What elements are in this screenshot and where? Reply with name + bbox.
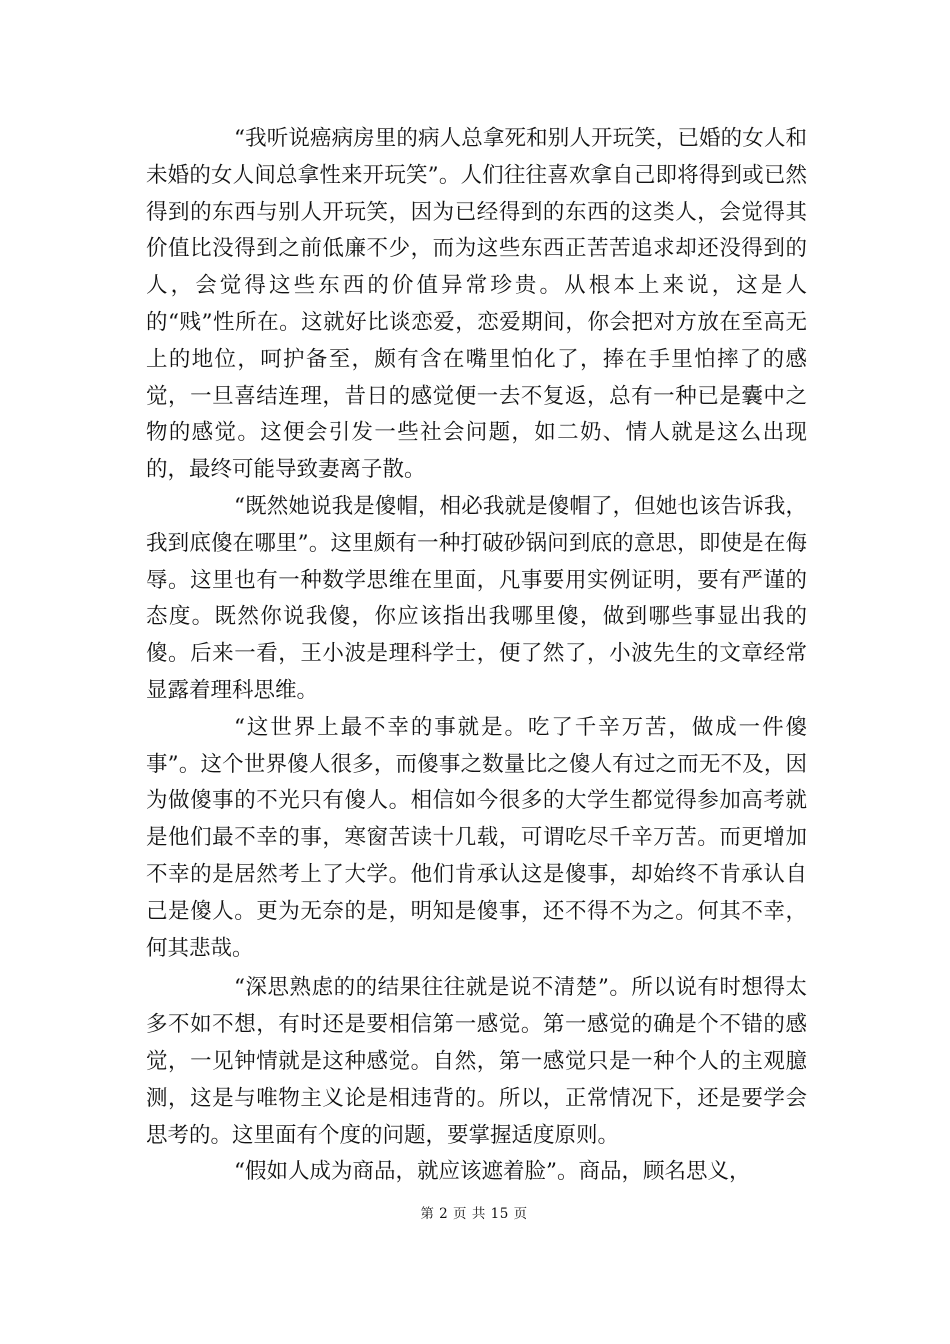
paragraph-2: “既然她说我是傻帽，相必我就是傻帽了，但她也该告诉我，我到底傻在哪里”。这里颇有一种打破砂锅问到底的意思，即使是在侮辱。这里也有一种数学思维在里面，凡事要用实例证明，要有严谨的态度。既然你说我傻，你应该指出我哪里傻，做到哪些事显出我的傻。后来一看，王小波是理科学士，便了然了，小波先生的文章经常显露着理科思维。 [146,493,807,703]
body-text [146,121,807,1191]
page-number-footer: 第 2 页 共 15 页 [420,1206,528,1222]
paragraph-3: “这世界上最不幸的事就是。吃了千辛万苦，做成一件傻事”。这个世界傻人很多，而傻事之数量比之傻人有过之而无不及，因为做傻事的不光只有傻人。相信如今很多的大学生都觉得参加高考就是他们最不幸的事，寒窗苦读十几载，可谓吃尽千辛万苦。而更增加不幸的是居然考上了大学。他们肯承认这是傻事，却始终不肯承认自己是傻人。更为无奈的是，明知是傻事，还不得不为之。何其不幸，何其悲哉。 [146,714,807,961]
paragraph-4: “深思熟虑的的结果往往就是说不清楚”。所以说有时想得太多不如不想，有时还是要相信第一感觉。第一感觉的确是个不错的感觉，一见钟情就是这种感觉。自然，第一感觉只是一种个人的主观臆测，这是与唯物主义论是相违背的。所以，正常情况下，还是要学会思考的。这里面有个度的问题，要掌握适度原则。 [146,975,807,1148]
paragraph-1: “我听说癌病房里的病人总拿死和别人开玩笑，已婚的女人和未婚的女人间总拿性来开玩笑”。人们往往喜欢拿自己即将得到或已然得到的东西与别人开玩笑，因为已经得到的东西的这类人，会觉得其价值比没得到之前低廉不少，而为这些东西正苦苦追求却还没得到的人，会觉得这些东西的价值异常珍贵。从根本上来说，这是人的“贱”性所在。这就好比谈恋爱，恋爱期间，你会把对方放在至高无上的地位，呵护备至，颇有含在嘴里怕化了，捧在手里怕摔了的感觉，一旦喜结连理，昔日的感觉便一去不复返，总有一种已是囊中之物的感觉。这便会引发一些社会问题，如二奶、情人就是这么出现的，最终可能导致妻离子散。 [146,126,807,483]
paragraph-5: “假如人成为商品，就应该遮着脸”。商品，顾名思义， [234,1159,751,1185]
